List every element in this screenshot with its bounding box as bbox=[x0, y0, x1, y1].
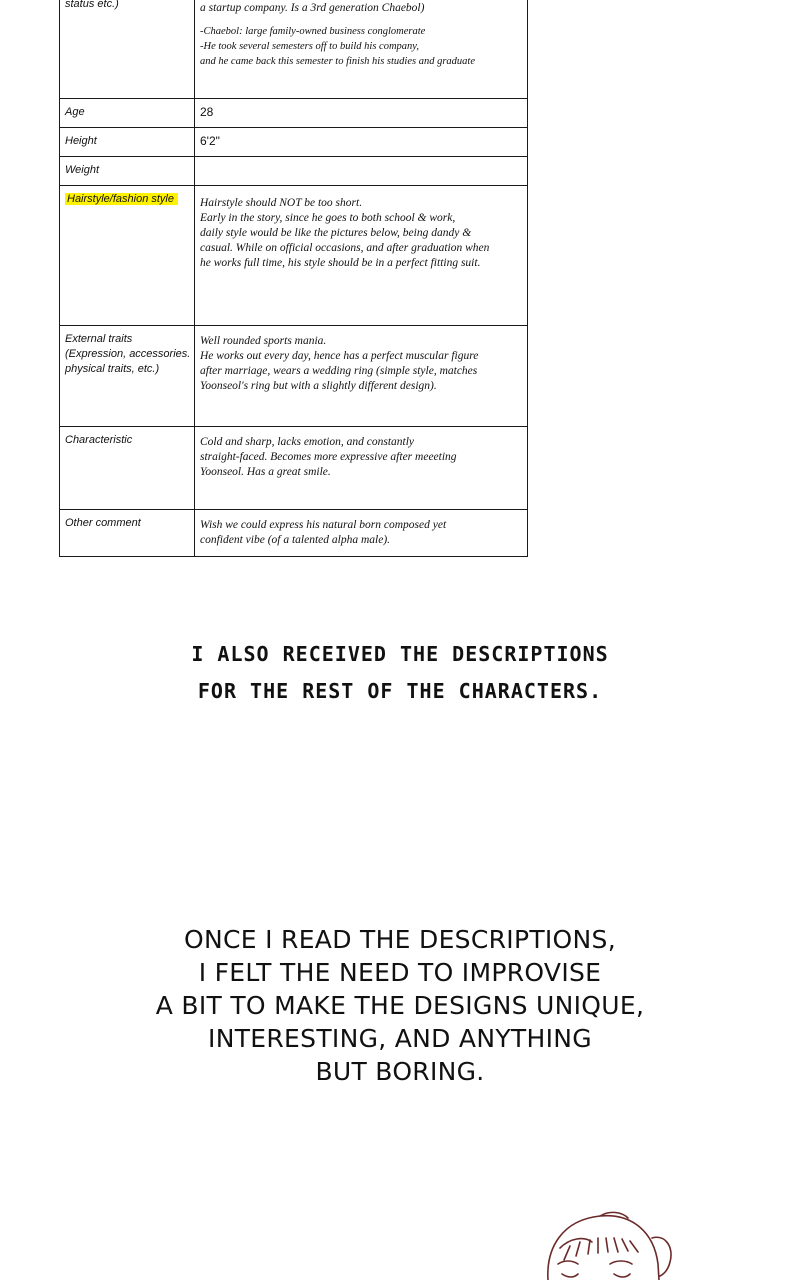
external-line-1: Well rounded sports mania. bbox=[200, 335, 327, 347]
characteristic-line-1: Cold and sharp, lacks emotion, and constantly bbox=[200, 436, 415, 448]
caption-first-line-1: I ALSO RECEIVED THE DESCRIPTIONS bbox=[191, 642, 609, 666]
row-label-hairstyle bbox=[60, 186, 195, 326]
table-row bbox=[60, 427, 528, 510]
row-label-height: Height bbox=[60, 128, 195, 157]
caption-first-line-2: FOR THE REST OF THE CHARACTERS. bbox=[197, 679, 603, 703]
status-line-4: -He took several semesters off to build his company, bbox=[200, 41, 420, 52]
row-value-age: 28 bbox=[195, 99, 528, 128]
caption-second-line-1: ONCE I READ THE DESCRIPTIONS, bbox=[184, 925, 616, 954]
table-row bbox=[60, 326, 528, 427]
hairstyle-line-4: casual. While on official occasions, and after graduation when bbox=[200, 242, 490, 254]
external-label-1: External traits bbox=[65, 333, 133, 345]
caption-second-line-2: I FELT THE NEED TO IMPROVISE bbox=[198, 958, 602, 987]
hairstyle-line-2: Early in the story, since he goes to both school & work, bbox=[200, 212, 456, 224]
hairstyle-line-3: daily style would be like the pictures below, being dandy & bbox=[200, 227, 472, 239]
row-value-hairstyle bbox=[195, 186, 528, 326]
caption-first bbox=[0, 636, 800, 710]
row-value-external bbox=[195, 326, 528, 427]
character-sheet-table bbox=[59, 0, 528, 557]
other-line-2: confident vibe (of a talented alpha male). bbox=[200, 534, 391, 546]
external-line-2: He works out every day, hence has a perfect muscular figure bbox=[200, 350, 479, 362]
character-sketch-icon bbox=[540, 1208, 680, 1280]
external-line-4: Yoonseol's ring but with a slightly different design). bbox=[200, 380, 437, 392]
row-label-other: Other comment bbox=[60, 510, 195, 557]
row-value-weight bbox=[195, 157, 528, 186]
table-row bbox=[60, 157, 528, 186]
other-line-1: Wish we could express his natural born composed yet bbox=[200, 519, 447, 531]
hairstyle-line-5: he works full time, his style should be in a perfect fitting suit. bbox=[200, 257, 481, 269]
characteristic-line-3: Yoonseol. Has a great smile. bbox=[200, 466, 331, 478]
external-line-3: after marriage, wears a wedding ring (simple style, matches bbox=[200, 365, 478, 377]
row-label-status: status etc.) bbox=[60, 0, 195, 99]
status-line-3: -Chaebol: large family-owned business conglomerate bbox=[200, 26, 426, 37]
row-label-weight: Weight bbox=[60, 157, 195, 186]
external-label-3: physical traits, etc.) bbox=[65, 363, 160, 375]
table-row bbox=[60, 186, 528, 326]
table-row bbox=[60, 0, 528, 99]
hairstyle-line-1: Hairstyle should NOT be too short. bbox=[200, 197, 363, 209]
status-line-5: and he came back this semester to finish his studies and graduate bbox=[200, 56, 476, 67]
caption-second bbox=[0, 923, 800, 1088]
row-label-characteristic: Characteristic bbox=[60, 427, 195, 510]
row-value-height: 6'2" bbox=[195, 128, 528, 157]
caption-second-line-3: A BIT TO MAKE THE DESIGNS UNIQUE, bbox=[155, 991, 645, 1020]
caption-second-line-5: BUT BORING. bbox=[315, 1057, 485, 1086]
external-label-2: (Expression, accessories. bbox=[65, 348, 191, 360]
characteristic-line-2: straight-faced. Becomes more expressive after meeeting bbox=[200, 451, 457, 463]
row-value-other bbox=[195, 510, 528, 557]
caption-second-line-4: INTERESTING, AND ANYTHING bbox=[208, 1024, 592, 1053]
table-row bbox=[60, 510, 528, 557]
table-row bbox=[60, 99, 528, 128]
status-line-1: a startup company. Is a 3rd generation Chaebol) bbox=[200, 2, 425, 14]
row-value-status bbox=[195, 0, 528, 99]
row-label-age: Age bbox=[60, 99, 195, 128]
table-row bbox=[60, 128, 528, 157]
row-value-characteristic bbox=[195, 427, 528, 510]
row-label-external bbox=[60, 326, 195, 427]
highlighted-label: Hairstyle/fashion style bbox=[65, 193, 178, 205]
